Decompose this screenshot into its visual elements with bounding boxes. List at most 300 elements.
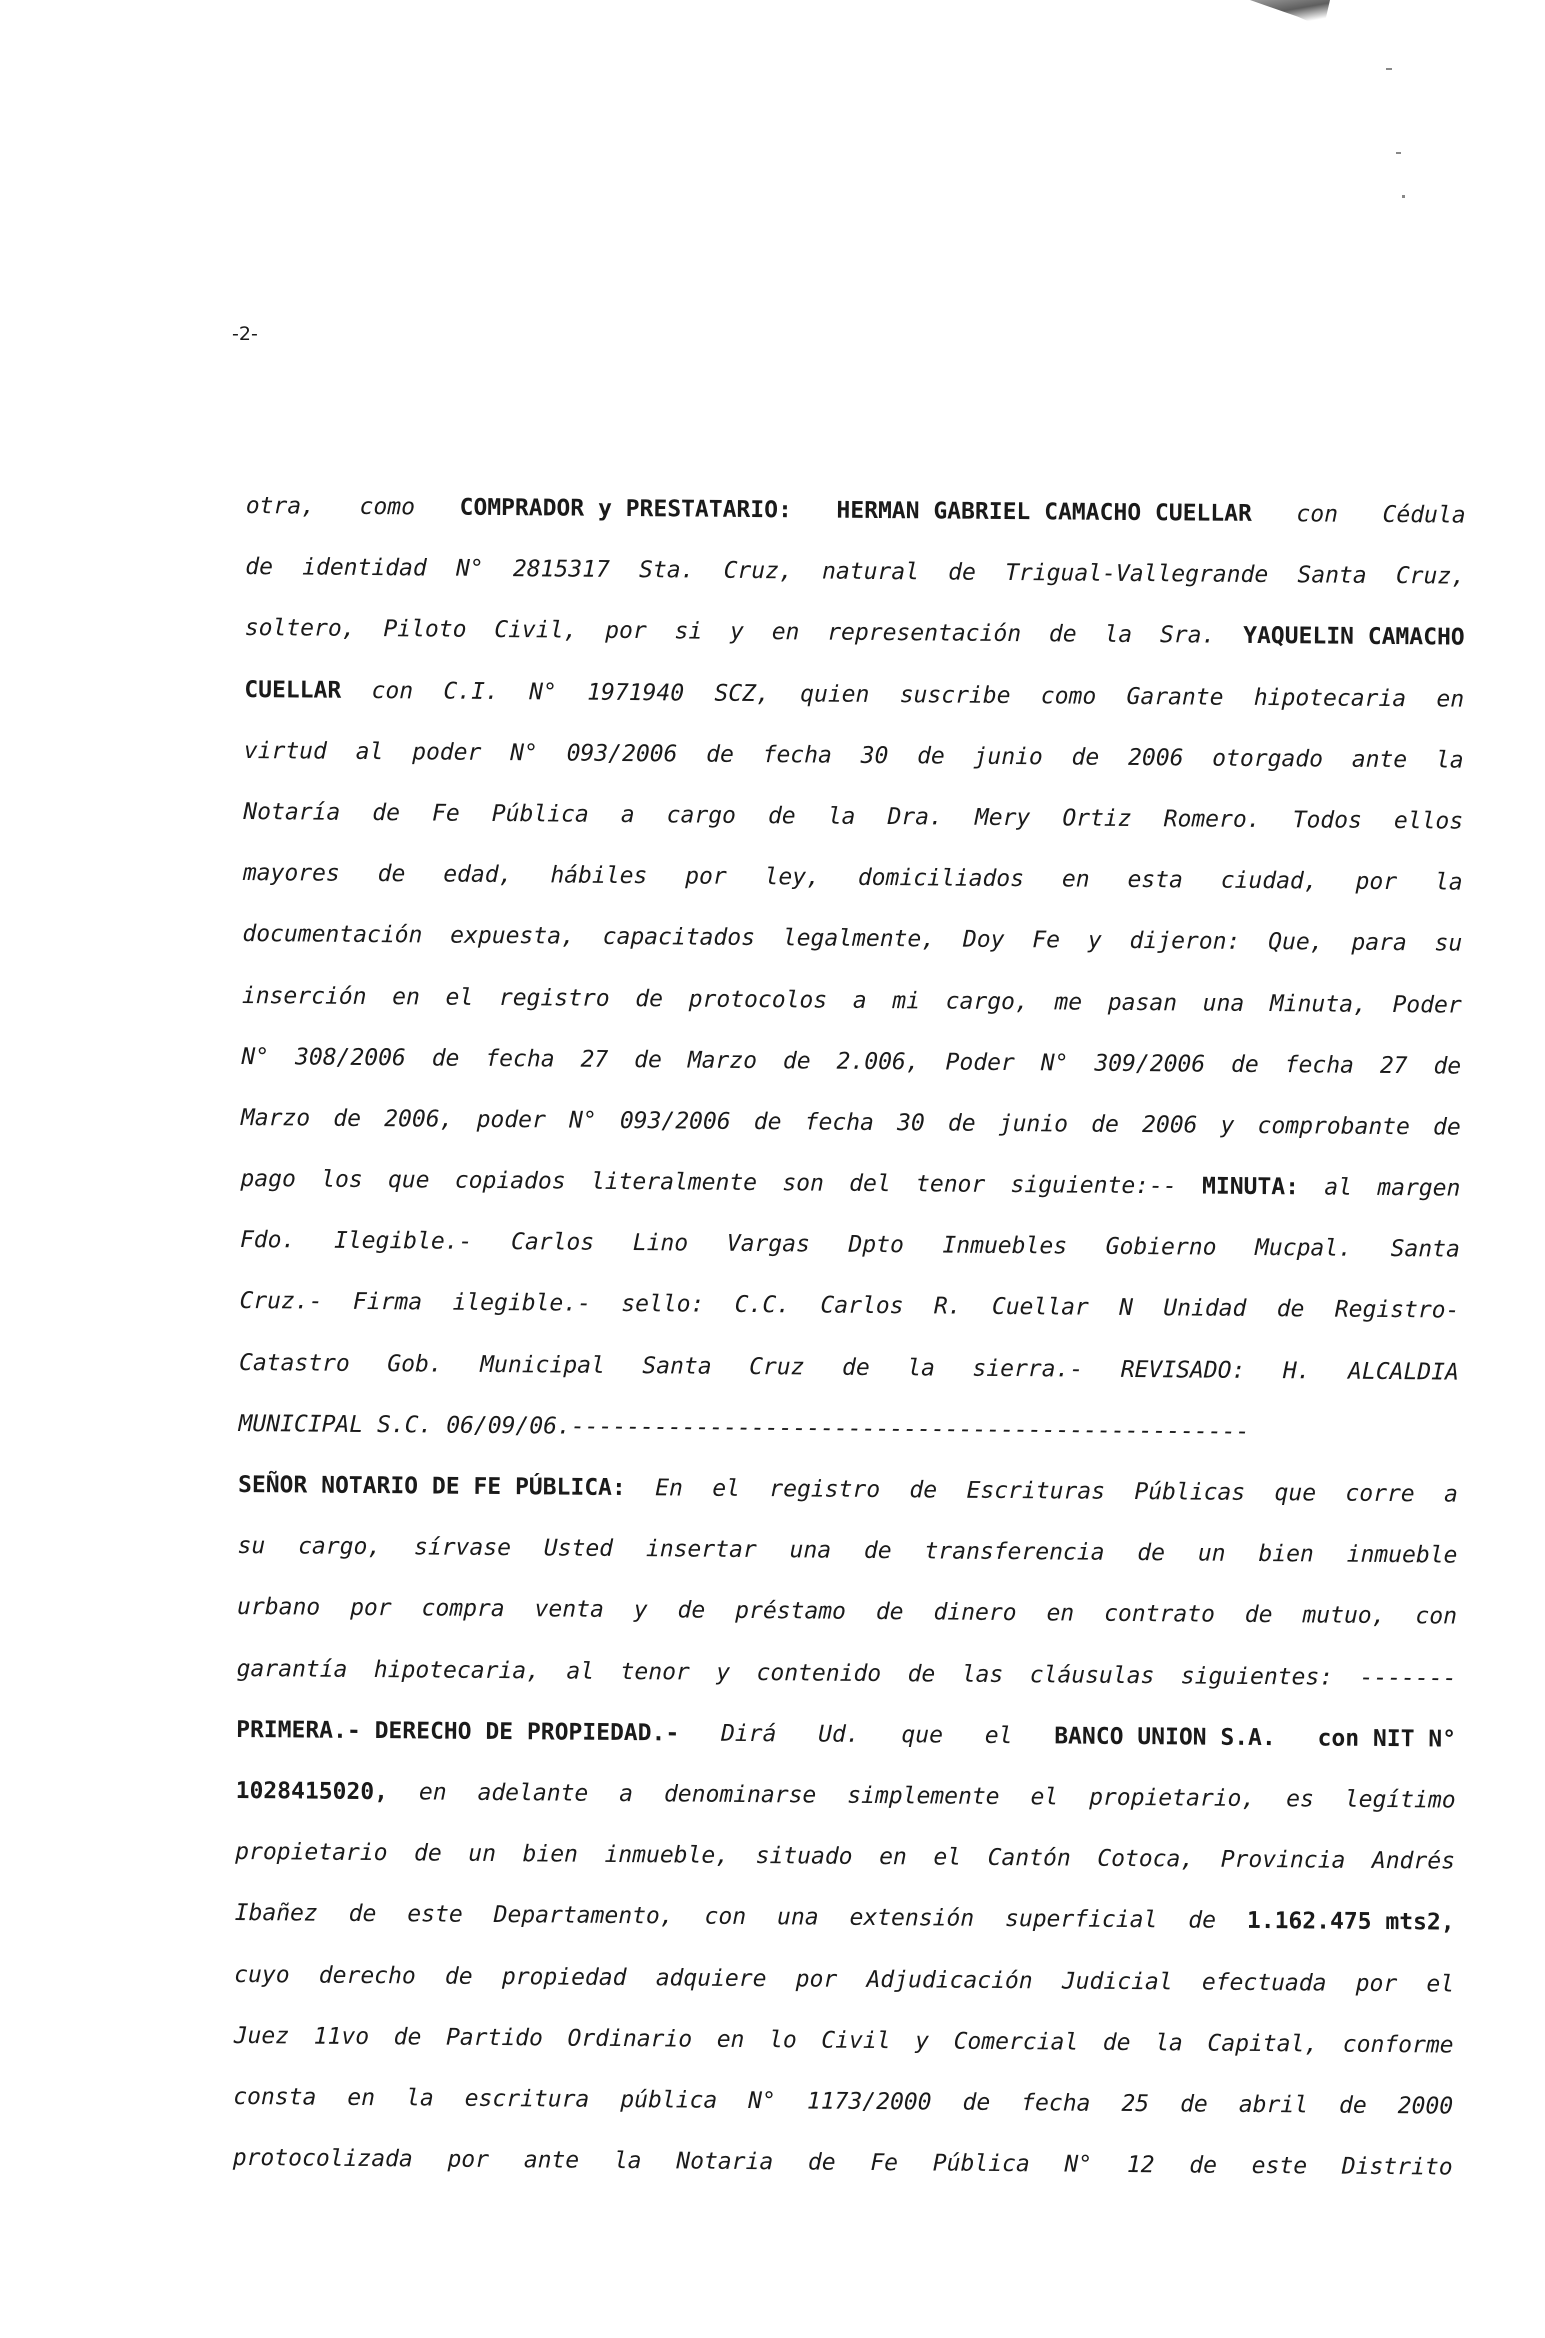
- word: Dra.: [887, 803, 944, 831]
- word: Cruz: [749, 1353, 805, 1381]
- word: Romero.: [1163, 806, 1261, 833]
- word: de: [875, 1599, 904, 1626]
- word: de: [635, 985, 664, 1012]
- word: el: [984, 1722, 1013, 1749]
- word: propietario,: [1089, 1784, 1256, 1812]
- word: escritura: [464, 2085, 590, 2113]
- word: a: [620, 801, 635, 829]
- word: por: [605, 618, 647, 645]
- word: 25: [1121, 2090, 1150, 2118]
- word: 1173/2000: [806, 2088, 932, 2116]
- word: Trigual-Vallegrande: [1005, 560, 1269, 589]
- word: poder: [476, 1106, 546, 1134]
- word: REVISADO:: [1120, 1356, 1246, 1384]
- word: superficial: [1004, 1906, 1158, 1934]
- word: Fe: [1032, 927, 1061, 954]
- word: situado: [755, 1843, 853, 1870]
- word: Garante: [1126, 683, 1224, 711]
- word: tenor: [915, 1171, 986, 1198]
- word: dinero: [933, 1599, 1017, 1627]
- word: su: [1434, 930, 1463, 957]
- word: Registro-: [1334, 1297, 1460, 1324]
- word: Pública: [932, 2150, 1030, 2178]
- document-line: [235, 1822, 1455, 1893]
- word: en: [771, 619, 800, 646]
- word: comprobante: [1257, 1112, 1411, 1141]
- scan-speck: [1386, 68, 1392, 70]
- word: la: [907, 1354, 936, 1382]
- word: N°: [529, 678, 557, 706]
- document-line: [238, 1394, 1458, 1465]
- document-line: [235, 1761, 1455, 1832]
- word: de: [782, 1047, 811, 1075]
- word: Que,: [1268, 929, 1324, 956]
- word: y: [633, 1597, 648, 1624]
- word: de: [907, 1660, 936, 1688]
- word: una: [789, 1537, 832, 1564]
- word: Todos: [1292, 807, 1363, 834]
- word: contrato: [1104, 1601, 1216, 1629]
- word: N°: [568, 1107, 597, 1134]
- word: en: [347, 2084, 376, 2111]
- word: siguientes:: [1180, 1662, 1334, 1691]
- word: mi: [892, 987, 921, 1014]
- word: inmueble,: [604, 1841, 730, 1869]
- word: Ilegible.-: [333, 1227, 473, 1256]
- word: bien: [1258, 1541, 1314, 1568]
- word: legalmente,: [782, 925, 936, 953]
- word: Unidad: [1163, 1295, 1247, 1323]
- word: Minuta,: [1269, 990, 1367, 1018]
- word: de: [377, 861, 406, 888]
- document-line: [239, 1271, 1459, 1342]
- word: la: [1155, 2029, 1183, 2057]
- word: Carlos: [820, 1292, 904, 1320]
- word: para: [1351, 930, 1407, 957]
- word: sello:: [621, 1291, 705, 1319]
- word: son: [782, 1170, 825, 1197]
- word: -------: [1359, 1664, 1457, 1692]
- word: de: [962, 2089, 991, 2116]
- word: Dpto: [848, 1232, 904, 1259]
- word: al: [355, 738, 384, 765]
- word: literalmente: [590, 1168, 758, 1197]
- word: pago: [240, 1166, 296, 1193]
- word: Cotoca,: [1097, 1845, 1195, 1873]
- word: con NIT N°: [1317, 1725, 1457, 1753]
- word: N°: [455, 555, 484, 583]
- word: BANCO UNION S.A.: [1054, 1723, 1276, 1751]
- scan-corner-mark: [1250, 0, 1330, 28]
- word: Inmuebles: [942, 1232, 1068, 1260]
- word: de: [393, 2023, 422, 2051]
- word: fecha: [1021, 2090, 1091, 2117]
- word: Santa: [642, 1352, 712, 1380]
- word: el: [1426, 1970, 1455, 1998]
- word: el: [1030, 1784, 1059, 1811]
- word: 2815317: [512, 556, 610, 584]
- word: fecha: [1284, 1051, 1355, 1079]
- word: como: [359, 493, 416, 521]
- word: otra,: [245, 492, 316, 520]
- word: HERMAN GABRIEL CAMACHO CUELLAR: [836, 497, 1252, 527]
- word: la: [613, 2148, 642, 2175]
- word: 2006: [1141, 1111, 1198, 1139]
- word: Notaria: [676, 2148, 774, 2176]
- word: capacitados: [602, 924, 756, 952]
- word: y: [716, 1659, 731, 1686]
- word: hipotecaria,: [373, 1656, 541, 1684]
- word: Firma: [352, 1289, 423, 1316]
- word: conforme: [1342, 2031, 1454, 2059]
- word: abril: [1238, 2091, 1309, 2119]
- word: YAQUELIN CAMACHO: [1243, 623, 1465, 651]
- word: mutuo,: [1302, 1602, 1386, 1630]
- word: suscribe: [899, 681, 1011, 709]
- word: Partido: [445, 2024, 544, 2052]
- word: ley,: [764, 864, 821, 891]
- word: las: [961, 1661, 1004, 1688]
- word: de: [444, 1963, 473, 1990]
- word: representación: [827, 619, 1022, 648]
- word: pasan: [1107, 989, 1178, 1016]
- word: MINUTA:: [1201, 1173, 1300, 1201]
- word: En: [655, 1475, 683, 1502]
- document-line: [241, 1088, 1461, 1159]
- word: N°: [1064, 2151, 1093, 2178]
- word: con: [371, 677, 414, 704]
- scan-speck: [1396, 152, 1401, 154]
- word: MUNICIPAL S.C. 06/09/06.-------------------------------------------------: [238, 1410, 1250, 1445]
- word: un: [1197, 1540, 1226, 1567]
- word: una: [1202, 990, 1245, 1017]
- word: de: [1102, 2029, 1131, 2056]
- word: de: [372, 799, 401, 827]
- word: esta: [1127, 867, 1183, 894]
- word: la: [1434, 869, 1463, 896]
- word: Cruz,: [1395, 563, 1466, 590]
- word: domiciliados: [857, 864, 1025, 893]
- word: ante: [523, 2147, 580, 2174]
- word: a: [852, 987, 867, 1014]
- word: compra: [421, 1595, 505, 1623]
- word: en: [1436, 685, 1465, 713]
- word: N°: [748, 2087, 777, 2115]
- word: Marzo: [240, 1104, 311, 1132]
- word: Escrituras: [966, 1477, 1106, 1505]
- word: de: [947, 1110, 976, 1137]
- word: CUELLAR: [244, 676, 342, 704]
- document-line: [236, 1700, 1456, 1771]
- document-line: [234, 2006, 1454, 2077]
- word: SCZ,: [714, 680, 770, 707]
- word: N: [1119, 1295, 1134, 1322]
- word: propietario: [235, 1839, 388, 1867]
- word: por: [795, 1965, 838, 1993]
- word: de: [245, 554, 274, 581]
- word: que: [387, 1167, 430, 1194]
- word: poder: [412, 739, 482, 766]
- word: de: [706, 741, 734, 768]
- word: derecho: [318, 1962, 416, 1989]
- word: el: [933, 1844, 962, 1871]
- word: documentación: [242, 921, 423, 949]
- word: es: [1286, 1786, 1315, 1813]
- word: 11vo: [313, 2023, 370, 2050]
- word: por: [1355, 1970, 1398, 1997]
- word: de: [909, 1477, 938, 1504]
- word: Mery: [974, 804, 1031, 832]
- word: C.C.: [734, 1292, 791, 1319]
- word: edad,: [443, 861, 513, 889]
- word: 308/2006: [294, 1044, 406, 1071]
- word: de: [677, 1597, 706, 1625]
- word: dijeron:: [1129, 928, 1241, 956]
- word: de: [413, 1840, 442, 1867]
- word: sierra.-: [972, 1355, 1084, 1383]
- word: este: [407, 1901, 463, 1929]
- document-line: [237, 1577, 1457, 1648]
- word: en: [879, 1844, 907, 1871]
- word: Ortiz: [1062, 805, 1132, 832]
- word: de: [753, 1108, 782, 1136]
- word: simplemente: [847, 1782, 1000, 1810]
- word: junio: [973, 743, 1043, 771]
- word: Fdo.: [239, 1227, 296, 1254]
- word: 093/2006: [566, 740, 678, 768]
- word: tenor: [620, 1658, 690, 1686]
- word: Cruz,: [723, 557, 793, 585]
- word: Ud.: [818, 1721, 860, 1748]
- document-line: [240, 1210, 1460, 1281]
- word: de: [841, 1354, 870, 1381]
- word: Lino: [632, 1230, 689, 1257]
- word: de: [917, 743, 945, 770]
- word: efectuada: [1201, 1969, 1327, 1997]
- word: corre: [1345, 1480, 1415, 1508]
- word: Públicas: [1134, 1479, 1246, 1506]
- word: Pública: [491, 800, 589, 828]
- word: Judicial: [1061, 1967, 1173, 1995]
- word: fecha: [804, 1109, 875, 1136]
- word: de: [1433, 1053, 1462, 1080]
- word: de: [1180, 2091, 1208, 2118]
- word: 30: [860, 742, 889, 769]
- word: fecha: [762, 741, 833, 769]
- word: hábiles: [550, 862, 648, 890]
- word: por: [350, 1595, 392, 1622]
- word: Andrés: [1371, 1848, 1456, 1875]
- word: natural: [821, 558, 920, 586]
- word: ciudad,: [1220, 867, 1318, 895]
- word: Cédula: [1382, 501, 1466, 529]
- word: una: [776, 1904, 819, 1931]
- word: a: [619, 1780, 634, 1808]
- word: Sta.: [638, 557, 695, 584]
- word: me: [1054, 988, 1083, 1016]
- word: ellos: [1393, 807, 1464, 835]
- word: adquiere: [655, 1964, 767, 1992]
- word: con: [704, 1903, 747, 1931]
- word: otorgado: [1212, 745, 1324, 773]
- word: de: [863, 1538, 892, 1565]
- word: protocolos: [688, 985, 828, 1014]
- word: y: [1087, 927, 1102, 955]
- page-number: -2-: [232, 323, 258, 345]
- word: Fe: [431, 800, 460, 827]
- word: este: [1251, 2153, 1308, 2180]
- word: que: [1274, 1480, 1317, 1507]
- word: de: [634, 1046, 662, 1073]
- word: adelante: [477, 1779, 589, 1807]
- word: garantía: [236, 1655, 348, 1683]
- word: Fe: [870, 2150, 899, 2177]
- document-line: [234, 1883, 1454, 1954]
- word: COMPRADOR y PRESTATARIO:: [459, 494, 792, 524]
- word: la: [827, 803, 856, 830]
- word: si: [674, 618, 703, 645]
- word: Adjudicación: [866, 1966, 1033, 1994]
- document-line: [242, 904, 1462, 975]
- word: de: [1432, 1114, 1461, 1141]
- word: N°: [510, 739, 538, 767]
- word: cuyo: [234, 1961, 290, 1988]
- document-line: [246, 476, 1466, 547]
- word: Provincia: [1220, 1846, 1346, 1874]
- document-line: [234, 1944, 1454, 2015]
- word: Santa: [1390, 1236, 1460, 1263]
- word: Gobierno: [1105, 1234, 1217, 1261]
- word: Notaría: [243, 798, 341, 826]
- word: sírvase: [413, 1534, 512, 1562]
- word: Municipal: [480, 1351, 605, 1379]
- word: de: [1189, 2152, 1218, 2179]
- word: 2006: [1127, 744, 1184, 772]
- word: margen: [1377, 1174, 1461, 1202]
- document-line: [233, 2128, 1453, 2199]
- word: 27: [1379, 1052, 1408, 1079]
- word: C.I.: [443, 678, 499, 705]
- word: Ordinario: [567, 2025, 693, 2053]
- word: 309/2006: [1094, 1050, 1206, 1078]
- word: Poder: [1392, 991, 1462, 1019]
- word: en: [716, 2026, 745, 2053]
- word: Gob.: [387, 1350, 443, 1378]
- document-line: [241, 1027, 1461, 1098]
- word: 27: [580, 1046, 609, 1073]
- word: R.: [933, 1293, 962, 1321]
- word: en: [1046, 1600, 1075, 1627]
- word: al: [566, 1658, 595, 1685]
- document-line: [243, 782, 1463, 853]
- word: inserción: [241, 982, 367, 1010]
- word: N°: [1040, 1049, 1069, 1077]
- word: un: [468, 1840, 497, 1868]
- word: bien: [522, 1841, 579, 1868]
- word: propiedad: [501, 1963, 627, 1991]
- word: 1.162.475 mts2,: [1246, 1908, 1455, 1936]
- word: con: [1296, 501, 1339, 528]
- word: en: [1061, 866, 1090, 893]
- word: 2006,: [384, 1105, 454, 1133]
- word: urbano: [237, 1594, 321, 1621]
- word: registro: [769, 1476, 881, 1504]
- word: y: [729, 619, 745, 646]
- word: cargo: [666, 802, 737, 829]
- word: en: [418, 1779, 447, 1806]
- word: del: [849, 1170, 891, 1198]
- word: Departamento,: [493, 1902, 674, 1930]
- word: 093/2006: [619, 1107, 731, 1135]
- word: Vargas: [726, 1231, 810, 1258]
- document-line: [245, 537, 1465, 608]
- word: 12: [1126, 2152, 1155, 2179]
- word: de: [1188, 1907, 1217, 1934]
- document-line: [237, 1516, 1457, 1587]
- word: 1028415020,: [235, 1777, 389, 1806]
- word: Cuellar: [991, 1294, 1089, 1322]
- word: cargo,: [298, 1533, 382, 1561]
- word: la: [405, 2085, 434, 2112]
- word: los: [321, 1166, 363, 1194]
- document-line: [240, 1149, 1460, 1220]
- document-line: [243, 843, 1463, 914]
- word: pública: [620, 2086, 718, 2114]
- word: de: [948, 559, 977, 586]
- word: el: [445, 984, 474, 1011]
- word: por: [447, 2146, 490, 2174]
- word: Usted: [543, 1535, 614, 1563]
- word: 2.006,: [836, 1048, 920, 1075]
- word: Piloto: [383, 616, 467, 644]
- word: y: [915, 2027, 930, 2055]
- word: ante: [1351, 746, 1408, 773]
- word: a: [1443, 1481, 1459, 1508]
- document-line: [236, 1639, 1456, 1710]
- word: Cruz.-: [239, 1288, 323, 1316]
- word: de: [348, 1901, 377, 1928]
- document-line: [242, 965, 1462, 1036]
- word: con: [1415, 1603, 1458, 1630]
- word: de: [1244, 1602, 1273, 1629]
- word: Mucpal.: [1254, 1235, 1353, 1262]
- word: Civil,: [494, 617, 578, 644]
- word: por: [1355, 868, 1398, 896]
- word: que: [901, 1721, 944, 1749]
- word: de: [1071, 744, 1100, 771]
- word: Carlos: [510, 1229, 595, 1257]
- word: venta: [534, 1596, 604, 1624]
- document-line: [244, 721, 1464, 792]
- word: en: [392, 983, 421, 1010]
- word: cargo,: [945, 988, 1029, 1015]
- document-line: [233, 2067, 1453, 2138]
- word: Ibañez: [234, 1900, 318, 1927]
- word: junio: [998, 1110, 1069, 1138]
- word: hipotecaria: [1253, 684, 1407, 712]
- word: consta: [233, 2083, 317, 2111]
- word: Cantón: [987, 1844, 1071, 1872]
- word: y: [1220, 1112, 1235, 1139]
- word: Civil: [821, 2027, 891, 2054]
- word: registro: [498, 984, 610, 1012]
- word: el: [712, 1475, 741, 1502]
- word: Capital,: [1207, 2030, 1319, 2058]
- document-line: [239, 1333, 1459, 1404]
- word: la: [1435, 747, 1464, 774]
- word: la: [1104, 622, 1133, 649]
- word: de: [333, 1105, 362, 1132]
